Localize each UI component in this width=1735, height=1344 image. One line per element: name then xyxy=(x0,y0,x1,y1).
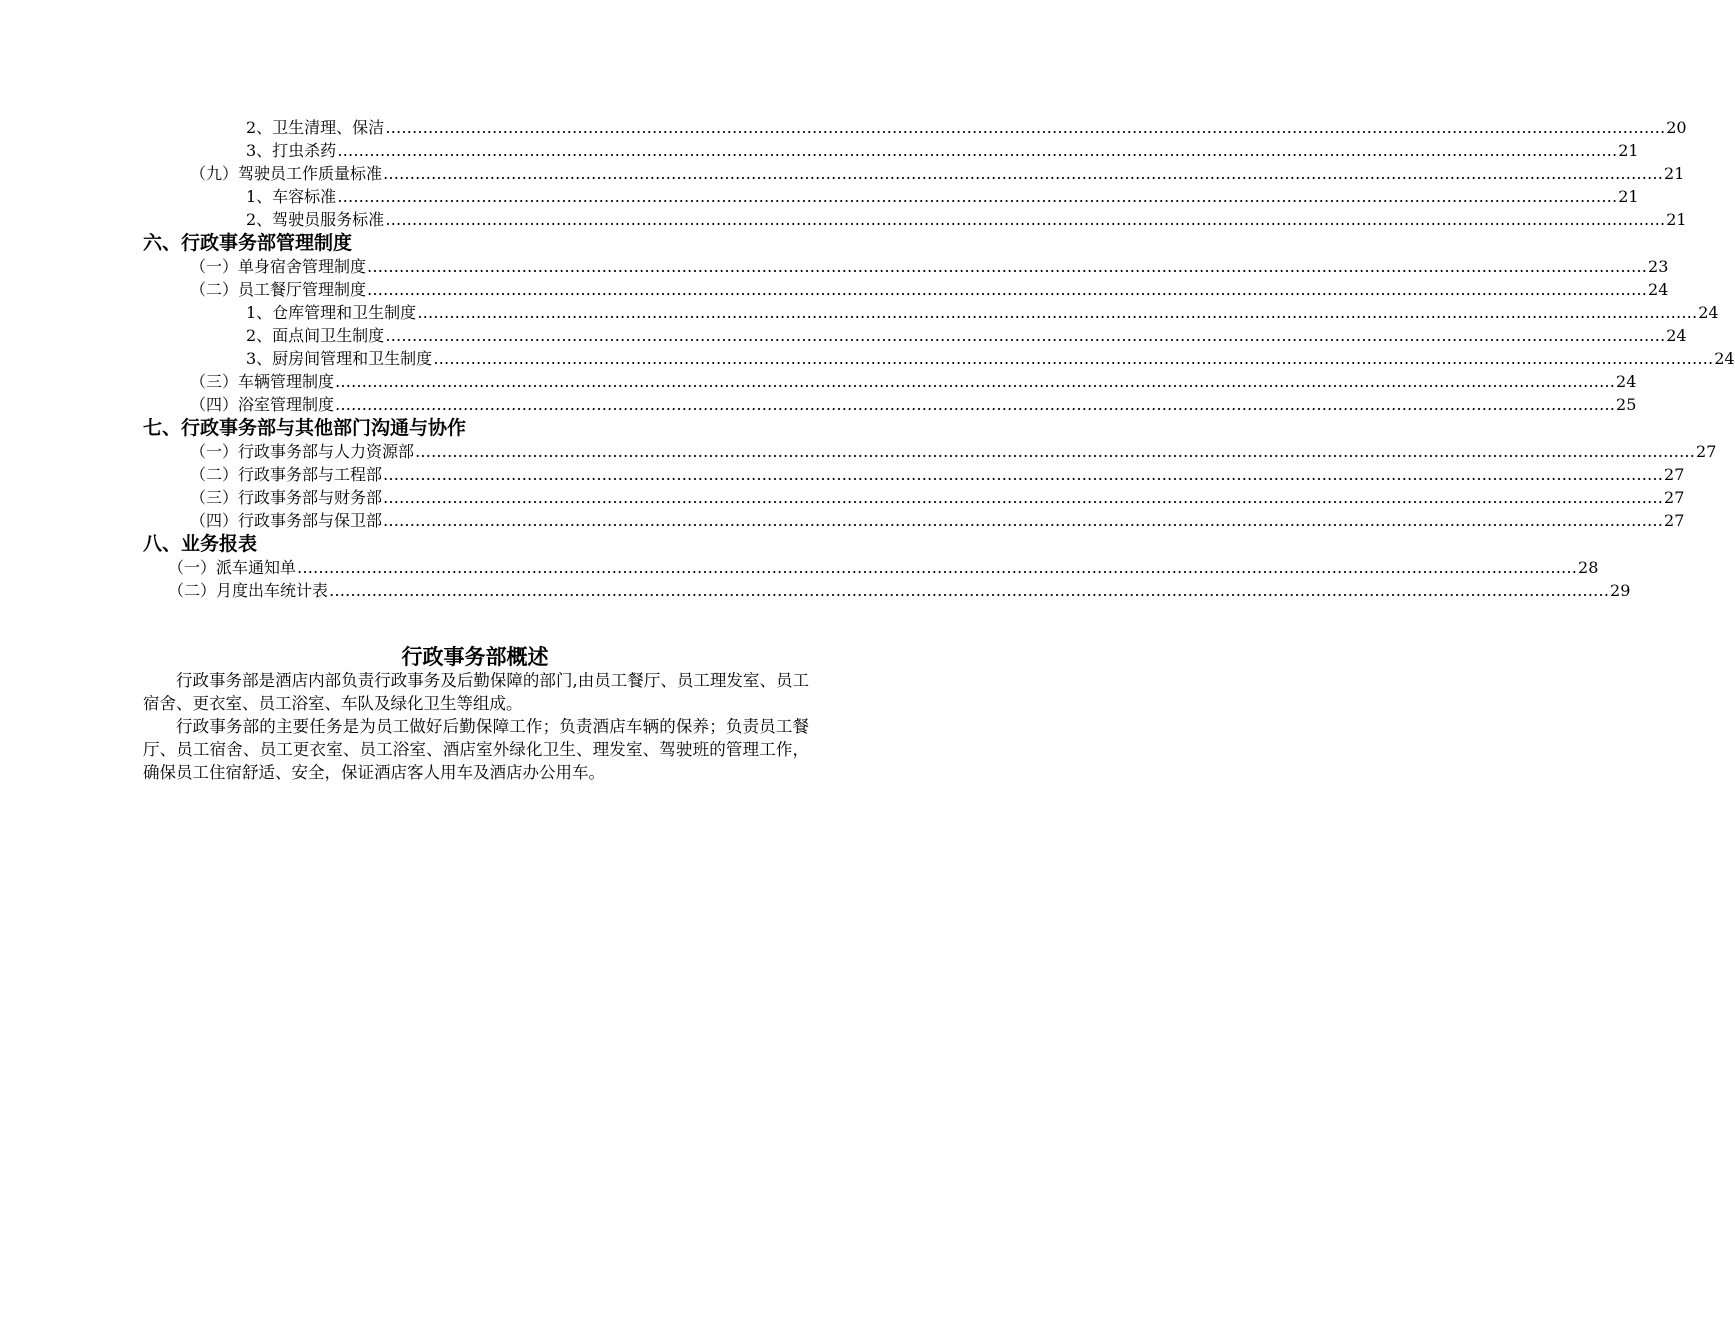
toc-leader-dots: …………………………………………………………………………………………………………………………………………………………………………………………………………………… xyxy=(329,581,1610,600)
toc-entry-label: 2、驾驶员服务标准 xyxy=(246,210,385,229)
toc-entry-label: （二）员工餐厅管理制度 xyxy=(190,280,367,299)
toc-heading-text: 七、行政事务部与其他部门沟通与协作 xyxy=(143,417,467,439)
toc-leader-dots: …………………………………………………………………………………………………………………………………………………………………………………………………………………… xyxy=(383,488,1664,507)
toc-page-number: 20 xyxy=(1666,118,1687,137)
toc-page-number: 21 xyxy=(1666,210,1687,229)
body-paragraph: 行政事务部的主要任务是为员工做好后勤保障工作；负责酒店车辆的保养；负责员工餐厅、员工宿舍、员工更衣室、员工浴室、酒店室外绿化卫生、理发室、驾驶班的管理工作，确保员工住宿舒适、安全，保证酒店客人用车及酒店办公用车。 xyxy=(143,717,809,782)
toc-entry[interactable] xyxy=(0,208,1687,231)
toc-chapter-heading[interactable] xyxy=(0,416,950,440)
toc-chapter-heading[interactable] xyxy=(0,231,950,255)
toc-page-number: 27 xyxy=(1664,511,1685,530)
toc-entry-label: （二）月度出车统计表 xyxy=(168,581,329,600)
toc-heading-text: 八、业务报表 xyxy=(143,533,258,555)
toc-leader-dots: …………………………………………………………………………………………………………………………………………………………………………………………………………………… xyxy=(383,164,1664,183)
toc-entry-label: （四）行政事务部与保卫部 xyxy=(190,511,383,530)
toc-entry-label: （一）单身宿舍管理制度 xyxy=(190,257,367,276)
toc-leader-dots: …………………………………………………………………………………………………………………………………………………………………………………………………………………… xyxy=(367,280,1648,299)
toc-entry-label: 3、打虫杀药 xyxy=(246,141,337,160)
toc-chapter-heading[interactable] xyxy=(0,532,950,556)
toc-page-number: 21 xyxy=(1618,187,1639,206)
toc-page-number: 24 xyxy=(1616,372,1637,391)
toc-leader-dots: …………………………………………………………………………………………………………………………………………………………………………………………………………………… xyxy=(383,511,1664,530)
toc-page-number: 25 xyxy=(1616,395,1637,414)
toc-page-number: 24 xyxy=(1698,303,1719,322)
toc-entry[interactable] xyxy=(0,185,1639,208)
toc-entry[interactable] xyxy=(0,556,1599,579)
toc-entry-label: （三）行政事务部与财务部 xyxy=(190,488,383,507)
toc-entry-label: （二）行政事务部与工程部 xyxy=(190,465,383,484)
toc-leader-dots: …………………………………………………………………………………………………………………………………………………………………………………………………………………… xyxy=(417,303,1698,322)
toc-page-number: 28 xyxy=(1578,558,1599,577)
toc-leader-dots: …………………………………………………………………………………………………………………………………………………………………………………………………………………… xyxy=(335,372,1616,391)
toc-leader-dots: …………………………………………………………………………………………………………………………………………………………………………………………………………………… xyxy=(385,210,1666,229)
toc-entry-label: （四）浴室管理制度 xyxy=(190,395,335,414)
section-body xyxy=(143,669,809,784)
toc-entry[interactable] xyxy=(0,347,1735,370)
toc-entry[interactable] xyxy=(0,255,1669,278)
toc-page-number: 27 xyxy=(1664,488,1685,507)
toc-entry[interactable] xyxy=(0,162,1685,185)
toc-page-number: 24 xyxy=(1666,326,1687,345)
toc-leader-dots: …………………………………………………………………………………………………………………………………………………………………………………………………………………… xyxy=(415,442,1696,461)
toc-entry-label: 3、厨房间管理和卫生制度 xyxy=(246,349,433,368)
toc-leader-dots: …………………………………………………………………………………………………………………………………………………………………………………………………………………… xyxy=(385,118,1666,137)
toc-entry[interactable] xyxy=(0,370,1637,393)
toc-heading-text: 六、行政事务部管理制度 xyxy=(143,232,353,254)
toc-page-number: 29 xyxy=(1610,581,1631,600)
toc-entry[interactable] xyxy=(0,116,1687,139)
toc-leader-dots: …………………………………………………………………………………………………………………………………………………………………………………………………………………… xyxy=(297,558,1578,577)
toc-entry[interactable] xyxy=(0,324,1687,347)
toc-entry[interactable] xyxy=(0,440,1717,463)
toc-entry[interactable] xyxy=(0,463,1685,486)
toc-leader-dots: …………………………………………………………………………………………………………………………………………………………………………………………………………………… xyxy=(337,141,1618,160)
toc-entry[interactable] xyxy=(0,509,1685,532)
toc-leader-dots: …………………………………………………………………………………………………………………………………………………………………………………………………………………… xyxy=(367,257,1648,276)
toc-entry-label: 1、仓库管理和卫生制度 xyxy=(246,303,417,322)
toc-entry[interactable] xyxy=(0,393,1637,416)
toc-page-number: 24 xyxy=(1648,280,1669,299)
toc-entry-label: （一）派车通知单 xyxy=(168,558,297,577)
toc-page-number: 27 xyxy=(1696,442,1717,461)
table-of-contents xyxy=(0,116,1735,602)
toc-entry[interactable] xyxy=(0,301,1719,324)
body-paragraph: 行政事务部是酒店内部负责行政事务及后勤保障的部门,由员工餐厅、员工理发室、员工宿舍、更衣室、员工浴室、车队及绿化卫生等组成。 xyxy=(143,671,809,713)
toc-entry-label: （三）车辆管理制度 xyxy=(190,372,335,391)
section-title: 行政事务部概述 xyxy=(401,644,549,669)
toc-leader-dots: …………………………………………………………………………………………………………………………………………………………………………………………………………………… xyxy=(335,395,1616,414)
toc-entry-label: （九）驾驶员工作质量标准 xyxy=(190,164,383,183)
toc-page-number: 27 xyxy=(1664,465,1685,484)
toc-leader-dots: …………………………………………………………………………………………………………………………………………………………………………………………………………………… xyxy=(383,465,1664,484)
toc-entry-label: （一）行政事务部与人力资源部 xyxy=(190,442,415,461)
toc-entry-label: 2、卫生清理、保洁 xyxy=(246,118,385,137)
toc-leader-dots: …………………………………………………………………………………………………………………………………………………………………………………………………………………… xyxy=(433,349,1714,368)
toc-entry[interactable] xyxy=(0,139,1639,162)
toc-page-number: 21 xyxy=(1664,164,1685,183)
toc-leader-dots: …………………………………………………………………………………………………………………………………………………………………………………………………………………… xyxy=(337,187,1618,206)
toc-page-number: 24 xyxy=(1714,349,1735,368)
toc-leader-dots: …………………………………………………………………………………………………………………………………………………………………………………………………………………… xyxy=(385,326,1666,345)
toc-page-number: 23 xyxy=(1648,257,1669,276)
toc-entry[interactable] xyxy=(0,278,1669,301)
toc-entry[interactable] xyxy=(0,579,1631,602)
toc-entry-label: 2、面点间卫生制度 xyxy=(246,326,385,345)
toc-page-number: 21 xyxy=(1618,141,1639,160)
toc-entry-label: 1、车容标准 xyxy=(246,187,337,206)
toc-entry[interactable] xyxy=(0,486,1685,509)
